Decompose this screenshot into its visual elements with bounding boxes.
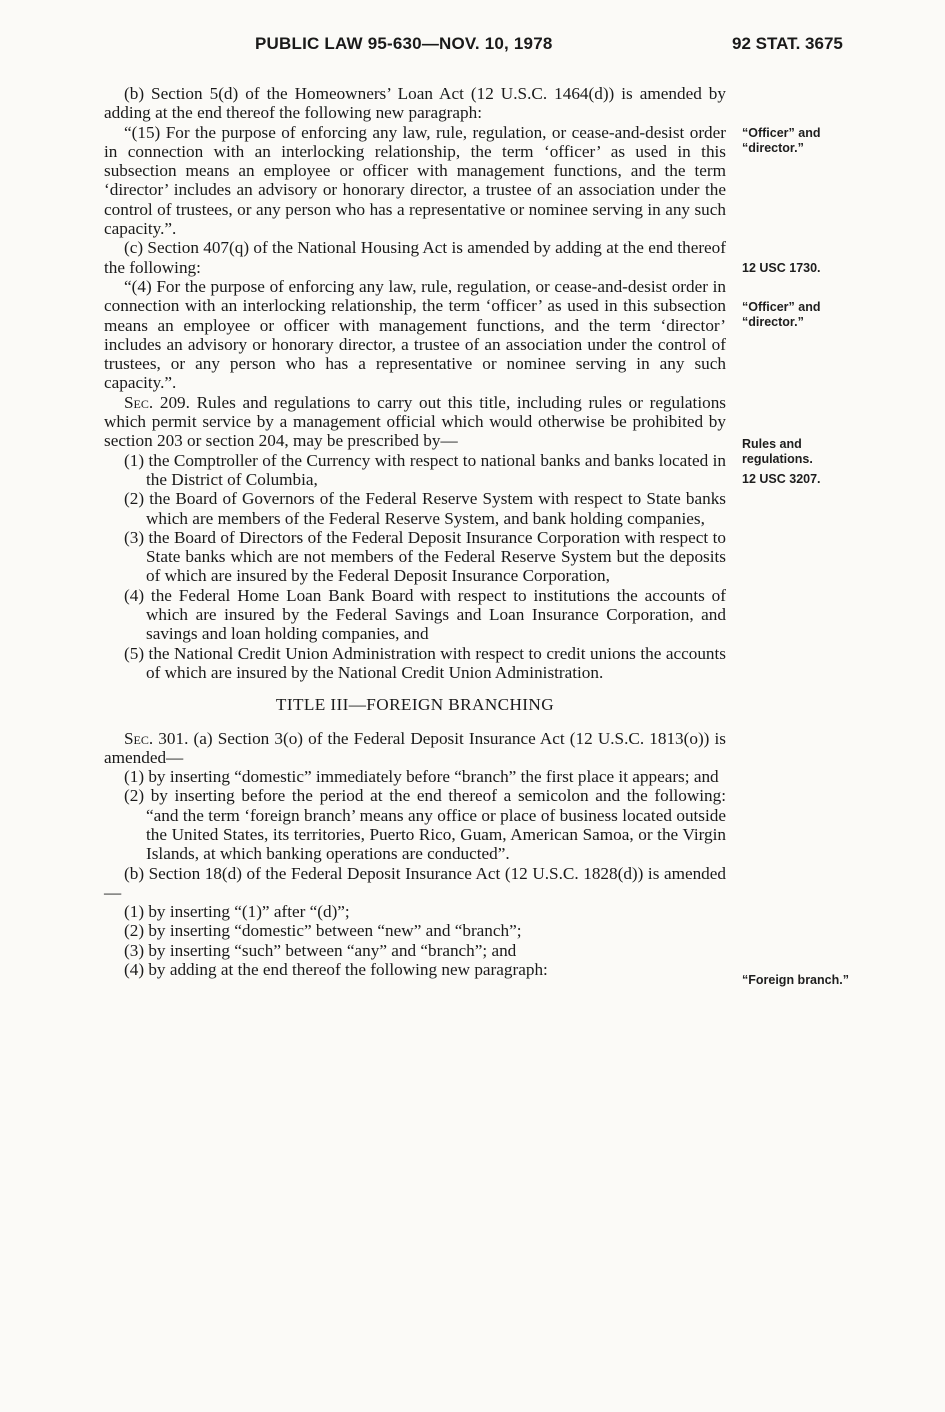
list-item: (1) the Comptroller of the Currency with respect to national banks and banks located in the District of Columbia, [124,450,726,489]
section-label: Sec. 209. [124,392,190,412]
body-text [104,84,726,979]
paragraph: “(4) For the purpose of enforcing any law, rule, regulation, or cease-and-desist order in connection with an interlocking relationship, the term ‘officer’ as used in this subsection means an employee or officer with management functions, and the term ‘director’ includes an advisory or honorary director, a trustee of an association under the control of trustees, or any person who has a representative or nominee serving in any such capacity.”. [104,276,726,393]
list-item: (1) by inserting “domestic” immediately before “branch” the first place it appears; and [124,767,719,787]
list-item: (3) the Board of Directors of the Federal Deposit Insurance Corporation with respect to State banks which are not members of the Federal Reserve System but the deposits of which are insured by the Federal Deposit Insurance Corporation, [124,527,726,586]
margin-note: “Officer” and “director.” [742,300,821,329]
margin-note: 12 USC 1730. [742,261,821,275]
list-item: (4) by adding at the end thereof the following new paragraph: [124,960,548,980]
title-heading: TITLE III—FOREIGN BRANCHING [275,695,555,715]
margin-note: “Officer” and “director.” [742,126,821,155]
list-item: (4) the Federal Home Loan Bank Board with respect to institutions the accounts of which are insured by the Federal Savings and Loan Insurance Corporation, and savings and loan holding companies, and [124,585,726,644]
section-text: Rules and regulations to carry out this title, including rules or regulations which permit service by a management official which would otherwise be prohibited by section 203 or section 204, may be prescribed by— [104,392,726,451]
law-title: PUBLIC LAW 95-630—NOV. 10, 1978 [255,34,553,53]
section-text: (a) Section 3(o) of the Federal Deposit Insurance Act (12 U.S.C. 1813(o)) is amended— [104,728,726,767]
margin-note: “Foreign branch.” [742,973,849,987]
list-item: (1) by inserting “(1)” after “(d)”; [124,902,350,922]
section-301 [104,729,726,768]
statute-page-number: 92 STAT. 3675 [732,34,843,53]
running-header [0,34,945,58]
paragraph: (b) Section 18(d) of the Federal Deposit Insurance Act (12 U.S.C. 1828(d)) is amended— [104,863,726,902]
paragraph: (c) Section 407(q) of the National Housing Act is amended by adding at the end thereof the following: [104,238,726,277]
margin-note: 12 USC 3207. [742,472,821,486]
margin-note: Rules and regulations. [742,437,813,466]
list-item: (3) by inserting “such” between “any” and “branch”; and [124,940,517,960]
list-item: (2) by inserting “domestic” between “new” and “branch”; [124,921,522,941]
section-209 [104,393,726,451]
list-item: (2) the Board of Governors of the Federal Reserve System with respect to State banks which are members of the Federal Reserve System, and bank holding companies, [124,489,726,528]
paragraph: “(15) For the purpose of enforcing any law, rule, regulation, or cease-and-desist order in connection with an interlocking relationship, the term ‘officer’ as used in this subsection means an employee or officer with management functions, and the term ‘director’ includes an advisory or honorary director, a trustee of an association under the control of trustees, or any person who has a representative or nominee serving in any such capacity.”. [104,122,726,239]
section-label: Sec. 301. [124,728,189,748]
list-item: (5) the National Credit Union Administration with respect to credit unions the accounts of which are insured by the National Credit Union Administration. [124,643,726,682]
paragraph: (b) Section 5(d) of the Homeowners’ Loan Act (12 U.S.C. 1464(d)) is amended by adding at the end thereof the following new paragraph: [104,84,726,123]
list-item: (2) by inserting before the period at the end thereof a semicolon and the following: “and the term ‘foreign branch’ means any office or place of business located outside the United States, its territories, Puerto Rico, Guam, American Samoa, or the Virgin Islands, at which banking operations are conducted”. [124,786,726,864]
